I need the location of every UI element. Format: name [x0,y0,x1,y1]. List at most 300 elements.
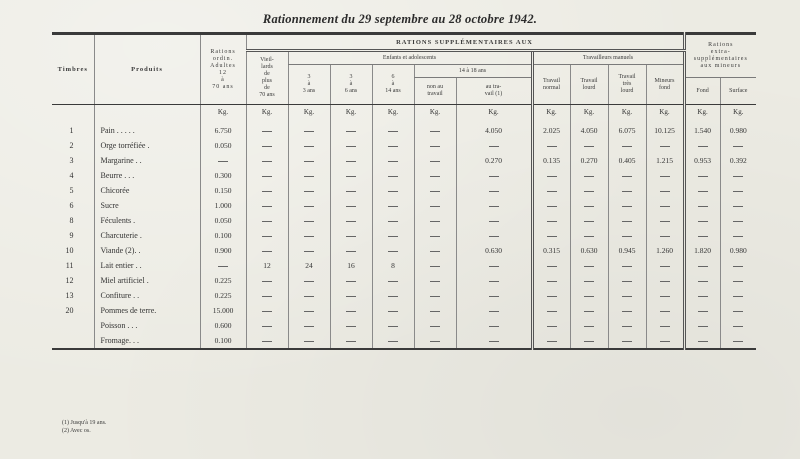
ration-value [414,183,456,198]
footnote-1: (1) Jusqu'à 19 ans. [62,420,107,426]
dash-mark [262,281,272,282]
unit-label: Kg. [608,105,646,120]
header-line: non au [426,84,444,90]
header-line: aux mineurs [700,63,742,69]
ration-value [456,303,532,318]
ration-value [372,333,414,349]
ration-value [684,318,720,333]
ration-value [570,288,608,303]
dash-mark [388,131,398,132]
header-line: fond [659,84,671,91]
dash-mark [698,266,708,267]
ration-value [288,318,330,333]
dash-mark [698,236,708,237]
ration-value [570,333,608,349]
header-age-0-3 [288,65,330,105]
ration-value [288,288,330,303]
ration-value [532,273,570,288]
product-name: Sucre [94,198,200,213]
dash-mark [262,206,272,207]
header-age-14-18: 14 à 18 ans [414,65,532,78]
ration-value [570,228,608,243]
ration-value [646,258,684,273]
ration-value: 1.000 [200,198,246,213]
dash-mark [698,176,708,177]
ration-value [372,228,414,243]
ration-value [246,168,288,183]
dash-mark [660,341,670,342]
dash-mark [262,296,272,297]
ration-value [684,273,720,288]
dash-mark [489,281,499,282]
table-row [52,333,756,349]
dash-mark [304,191,314,192]
dash-mark [489,191,499,192]
ration-value [372,318,414,333]
ration-value [646,228,684,243]
table-row [52,183,756,198]
dash-mark [304,251,314,252]
ration-value [372,153,414,168]
ration-value [646,168,684,183]
ration-value [288,213,330,228]
header-line: supplémentaires [693,56,748,62]
header-line: Mineurs [654,77,675,84]
table-row [52,288,756,303]
ration-value [456,258,532,273]
ration-value [646,333,684,349]
ration-value: 0.600 [200,318,246,333]
product-name: Pommes de terre. [94,303,200,318]
unit-label: Kg. [646,105,684,120]
dash-mark [733,296,743,297]
dash-mark [660,176,670,177]
dash-mark [388,191,398,192]
dash-mark [660,281,670,282]
ration-value [720,303,756,318]
header-line: 3 ans [302,88,316,94]
table-row [52,258,756,273]
ration-value [646,303,684,318]
ration-value [570,213,608,228]
ration-value [684,138,720,153]
ration-value: 0.150 [200,183,246,198]
dash-mark [430,176,440,177]
header-line: Adultes [210,62,236,69]
header-au-travail [456,78,532,105]
ration-value [532,213,570,228]
dash-mark [430,311,440,312]
dash-mark [733,191,743,192]
header-line: travail [427,91,443,97]
table-row [52,198,756,213]
product-name: Charcuterie . [94,228,200,243]
dash-mark [262,326,272,327]
header-travail-normal [532,65,570,105]
dash-mark [733,311,743,312]
header-enfants: Enfants et adolescents [288,51,532,65]
dash-mark [584,296,594,297]
ration-value [330,183,372,198]
header-line: normal [543,84,560,91]
ration-value [608,333,646,349]
dash-mark [489,146,499,147]
dash-mark [262,191,272,192]
ration-value [330,333,372,349]
ration-value [684,333,720,349]
product-name: Miel artificiel . [94,273,200,288]
dash-mark [489,341,499,342]
timbre-number: 10 [65,246,74,255]
ration-value [414,123,456,138]
dash-mark [733,221,743,222]
table-row [52,153,756,168]
ration-value: 0.980 [720,123,756,138]
ration-value [570,168,608,183]
ration-table [52,32,756,350]
dash-mark [698,281,708,282]
ration-value [200,153,246,168]
ration-value [414,198,456,213]
dash-mark [660,326,670,327]
table-body [52,105,756,350]
dash-mark [346,311,356,312]
dash-mark [388,146,398,147]
timbre-number: 12 [65,276,74,285]
ration-value [330,153,372,168]
dash-mark [547,296,557,297]
ration-value [456,213,532,228]
unit-label: Kg. [372,105,414,120]
dash-mark [262,341,272,342]
timbre-number: 9 [69,231,74,240]
dash-mark [660,146,670,147]
header-line: à [349,81,353,87]
dash-mark [489,311,499,312]
ration-value [532,288,570,303]
table-row [52,273,756,288]
ration-value [288,138,330,153]
header-age-3-6 [330,65,372,105]
ration-value: 0.050 [200,213,246,228]
ration-value [608,288,646,303]
ration-value: 0.405 [608,153,646,168]
document-title: Rationnement du 29 septembre au 28 octobre 1942. [262,12,538,26]
dash-mark [660,296,670,297]
ration-value [246,198,288,213]
dash-mark [388,236,398,237]
table-row [52,168,756,183]
ration-value [684,258,720,273]
ration-value [414,258,456,273]
dash-mark [430,191,440,192]
header-line: lourd [582,84,596,91]
dash-mark [733,326,743,327]
dash-mark [584,266,594,267]
dash-mark [304,161,314,162]
header-line: à [307,81,311,87]
dash-mark [622,341,632,342]
header-line: très [622,81,632,87]
ration-value [456,228,532,243]
product-name: Orge torréfiée . [94,138,200,153]
unit-label: Kg. [414,105,456,120]
ration-value [246,288,288,303]
dash-mark [698,191,708,192]
ration-value [608,213,646,228]
dash-mark [430,161,440,162]
dash-mark [346,281,356,282]
dash-mark [388,296,398,297]
ration-value: 1.820 [684,243,720,258]
dash-mark [547,266,557,267]
ration-value [608,138,646,153]
ration-value [646,273,684,288]
ration-value [720,258,756,273]
ration-value [330,138,372,153]
dash-mark [584,311,594,312]
dash-mark [430,341,440,342]
ration-value [246,213,288,228]
dash-mark [346,206,356,207]
timbre-number: 4 [69,171,74,180]
ration-value [684,228,720,243]
ration-value [608,273,646,288]
ration-value [570,183,608,198]
ration-value [288,183,330,198]
dash-mark [622,146,632,147]
dash-mark [660,221,670,222]
ration-value [330,243,372,258]
ration-value [608,198,646,213]
units-row [52,105,756,120]
header-line: 12 [219,69,227,76]
dash-mark [698,341,708,342]
ration-value [414,303,456,318]
dash-mark [698,146,708,147]
ration-value [456,318,532,333]
dash-mark [547,206,557,207]
ration-value [288,228,330,243]
ration-value [372,303,414,318]
dash-mark [698,206,708,207]
header-travail-tres-lourd [608,65,646,105]
dash-mark [304,206,314,207]
ration-value [646,318,684,333]
dash-mark [304,236,314,237]
ration-value [684,198,720,213]
header-line: plus [261,78,272,84]
dash-mark [622,281,632,282]
ration-value [414,138,456,153]
table-row [52,123,756,138]
dash-mark [430,296,440,297]
dash-mark [262,146,272,147]
dash-mark [584,326,594,327]
ration-value [720,168,756,183]
ration-value [720,333,756,349]
ration-value [532,258,570,273]
ration-value [532,183,570,198]
unit-label: Kg. [570,105,608,120]
dash-mark [733,236,743,237]
dash-mark [304,146,314,147]
dash-mark [304,281,314,282]
ration-value [570,258,608,273]
unit-label: Kg. [720,105,756,120]
ration-value [646,183,684,198]
timbre-number [52,333,94,349]
header-rations-supplementaires: RATIONS SUPPLÉMENTAIRES AUX [246,34,684,51]
dash-mark [489,296,499,297]
footnote-2: (2) Avec os. [62,428,91,434]
ration-value [570,198,608,213]
ration-value [684,213,720,228]
dash-mark [262,131,272,132]
dash-mark [346,251,356,252]
dash-mark [547,236,557,237]
header-line: lards [261,64,273,70]
header-line: 3 [307,74,311,80]
header-line: à [391,81,395,87]
timbre-number: 8 [69,216,74,225]
ration-value: 0.135 [532,153,570,168]
ration-value [414,243,456,258]
timbre-number: 1 [69,126,74,135]
ration-value [456,168,532,183]
ration-value [200,258,246,273]
ration-value [532,303,570,318]
ration-value [330,303,372,318]
dash-mark [584,341,594,342]
dash-mark [430,251,440,252]
ration-value: 16 [330,258,372,273]
header-mineurs-supp [684,34,756,78]
ration-value: 0.225 [200,288,246,303]
ration-value [246,333,288,349]
dash-mark [698,221,708,222]
dash-mark [218,161,228,162]
ration-value [456,138,532,153]
ration-value [330,198,372,213]
ration-value: 24 [288,258,330,273]
ration-value: 10.125 [646,123,684,138]
dash-mark [733,281,743,282]
dash-mark [547,311,557,312]
dash-mark [346,341,356,342]
ration-value: 6.075 [608,123,646,138]
dash-mark [388,206,398,207]
table-header [52,34,756,105]
dash-mark [622,221,632,222]
dash-mark [262,236,272,237]
product-name: Lait entier . . [94,258,200,273]
unit-label: Kg. [684,105,720,120]
dash-mark [346,176,356,177]
header-timbres: Timbres [52,34,94,105]
header-line: 3 [349,74,353,80]
product-name: Beurre . . . [94,168,200,183]
header-line: lourd [620,88,634,94]
dash-mark [304,311,314,312]
ration-value [288,198,330,213]
ration-value [608,183,646,198]
dash-mark [388,281,398,282]
ration-value: 0.100 [200,333,246,349]
dash-mark [584,221,594,222]
ration-value [246,183,288,198]
dash-mark [733,206,743,207]
dash-mark [733,266,743,267]
ration-value [720,273,756,288]
table-row [52,138,756,153]
header-line: 14 ans [385,88,401,94]
header-line: Travail [542,77,561,84]
dash-mark [218,266,228,267]
ration-value: 4.050 [456,123,532,138]
dash-mark [430,236,440,237]
ration-value [720,228,756,243]
ration-value: 0.630 [456,243,532,258]
ration-value [288,243,330,258]
ration-value [608,318,646,333]
timbre-number: 2 [69,141,74,150]
table-row [52,213,756,228]
ration-value: 15.000 [200,303,246,318]
ration-value [570,138,608,153]
unit-label: Kg. [288,105,330,120]
header-produits: Produits [94,34,200,105]
ration-value [288,168,330,183]
ration-value: 6.750 [200,123,246,138]
dash-mark [660,236,670,237]
dash-mark [430,266,440,267]
ration-value [246,318,288,333]
timbre-number: 6 [69,201,74,210]
dash-mark [622,191,632,192]
ration-value [246,303,288,318]
header-age-6-14 [372,65,414,105]
ration-value [372,243,414,258]
ration-value [570,303,608,318]
dash-mark [346,236,356,237]
ration-value [246,228,288,243]
dash-mark [304,341,314,342]
dash-mark [304,326,314,327]
dash-mark [388,341,398,342]
dash-mark [304,131,314,132]
dash-mark [489,176,499,177]
ration-value: 2.025 [532,123,570,138]
ration-value [608,258,646,273]
ration-value [372,123,414,138]
timbre-number: 3 [69,156,74,165]
dash-mark [584,206,594,207]
unit-label: Kg. [532,105,570,120]
ration-value [330,318,372,333]
dash-mark [346,161,356,162]
header-line: 6 [391,74,395,80]
dash-mark [622,236,632,237]
dash-mark [346,146,356,147]
ration-value [456,273,532,288]
ration-value [372,183,414,198]
product-name: Pain . . . . . [94,123,200,138]
ration-value [414,318,456,333]
ration-value: 1.215 [646,153,684,168]
ration-value [414,153,456,168]
ration-value [330,273,372,288]
